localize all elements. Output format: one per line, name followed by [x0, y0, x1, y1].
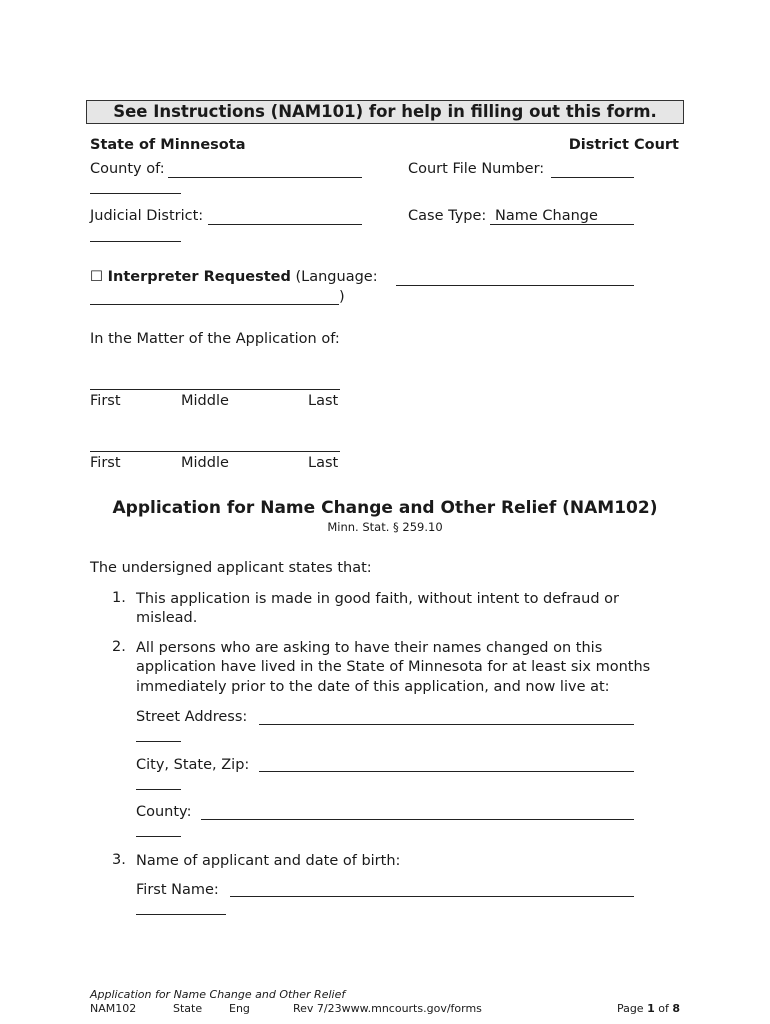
language-field[interactable]	[396, 285, 634, 286]
county-field-continued[interactable]	[90, 193, 181, 194]
item-1-line-2: mislead.	[136, 610, 198, 626]
item-2-line-1: All persons who are asking to have their names changed on this	[136, 640, 603, 656]
county-label: County of:	[90, 161, 165, 177]
first-name-label: First Name:	[136, 882, 219, 898]
case-type-field[interactable]	[490, 224, 634, 225]
file-number-field[interactable]	[551, 177, 634, 178]
footer-state: State	[173, 1002, 203, 1015]
footer-rev: Rev 7/23	[293, 1002, 342, 1015]
city-state-zip-field-continued[interactable]	[136, 789, 181, 790]
interpreter-label: Interpreter Requested	[107, 269, 291, 285]
item-2-number: 2.	[112, 639, 126, 655]
language-label: (Language:	[295, 269, 378, 285]
language-field-continued[interactable]	[90, 304, 339, 305]
interpreter-row	[90, 269, 378, 285]
footer-form-title: Application for Name Change and Other Relief	[90, 988, 346, 1001]
body-intro: The undersigned applicant states that:	[90, 560, 372, 576]
county-address-field-continued[interactable]	[136, 836, 181, 837]
last-label-1: Last	[308, 393, 339, 409]
item-3-number: 3.	[112, 852, 126, 868]
footer-page-of: of	[658, 1002, 669, 1015]
footer-url: www.mncourts.gov/forms	[341, 1002, 482, 1015]
county-address-field[interactable]	[201, 819, 634, 820]
footer-page-number: 1	[647, 1002, 655, 1015]
item-2-line-2: application have lived in the State of Minnesota for at least six months	[136, 659, 651, 675]
form-title: Application for Name Change and Other Relief (NAM102)	[112, 498, 658, 518]
interpreter-checkbox[interactable]: ☐	[90, 269, 103, 285]
city-state-zip-field[interactable]	[259, 771, 634, 772]
footer-revision	[293, 1002, 482, 1015]
judicial-district-label: Judicial District:	[90, 208, 204, 224]
instructions-banner: See Instructions (NAM101) for help in filling out this form.	[86, 100, 684, 124]
applicant-name-field-2[interactable]	[90, 451, 340, 452]
first-name-field-continued[interactable]	[136, 914, 226, 915]
street-address-label: Street Address:	[136, 709, 248, 725]
item-1-line-1: This application is made in good faith, without intent to defraud or	[136, 591, 619, 607]
judicial-district-field-continued[interactable]	[90, 241, 181, 242]
item-2-line-3: immediately prior to the date of this application, and now live at:	[136, 679, 610, 695]
first-label-1: First	[90, 393, 121, 409]
footer-form-code: NAM102	[90, 1002, 137, 1015]
state-label: State of Minnesota	[90, 137, 246, 153]
middle-label-2: Middle	[181, 455, 229, 471]
court-label: District Court	[568, 137, 679, 153]
applicant-name-field-1[interactable]	[90, 389, 340, 390]
county-field[interactable]	[168, 177, 362, 178]
language-close-paren: )	[339, 289, 345, 305]
footer-language: Eng	[229, 1002, 250, 1015]
item-1-number: 1.	[112, 590, 126, 606]
judicial-district-field[interactable]	[208, 224, 362, 225]
last-label-2: Last	[308, 455, 339, 471]
city-state-zip-label: City, State, Zip:	[136, 757, 250, 773]
case-type-label: Case Type:	[408, 208, 487, 224]
item-3-line-1: Name of applicant and date of birth:	[136, 853, 401, 869]
first-name-field[interactable]	[230, 896, 634, 897]
first-label-2: First	[90, 455, 121, 471]
case-type-value: Name Change	[495, 208, 598, 224]
matter-intro: In the Matter of the Application of:	[90, 331, 340, 347]
file-number-label: Court File Number:	[408, 161, 545, 177]
footer-page-total: 8	[672, 1002, 680, 1015]
footer-page-indicator	[617, 1002, 680, 1015]
form-statute: Minn. Stat. § 259.10	[327, 520, 443, 534]
footer-page-prefix: Page	[616, 1002, 644, 1015]
county-address-label: County:	[136, 804, 192, 820]
street-address-field-continued[interactable]	[136, 741, 181, 742]
street-address-field[interactable]	[259, 724, 634, 725]
middle-label-1: Middle	[181, 393, 229, 409]
